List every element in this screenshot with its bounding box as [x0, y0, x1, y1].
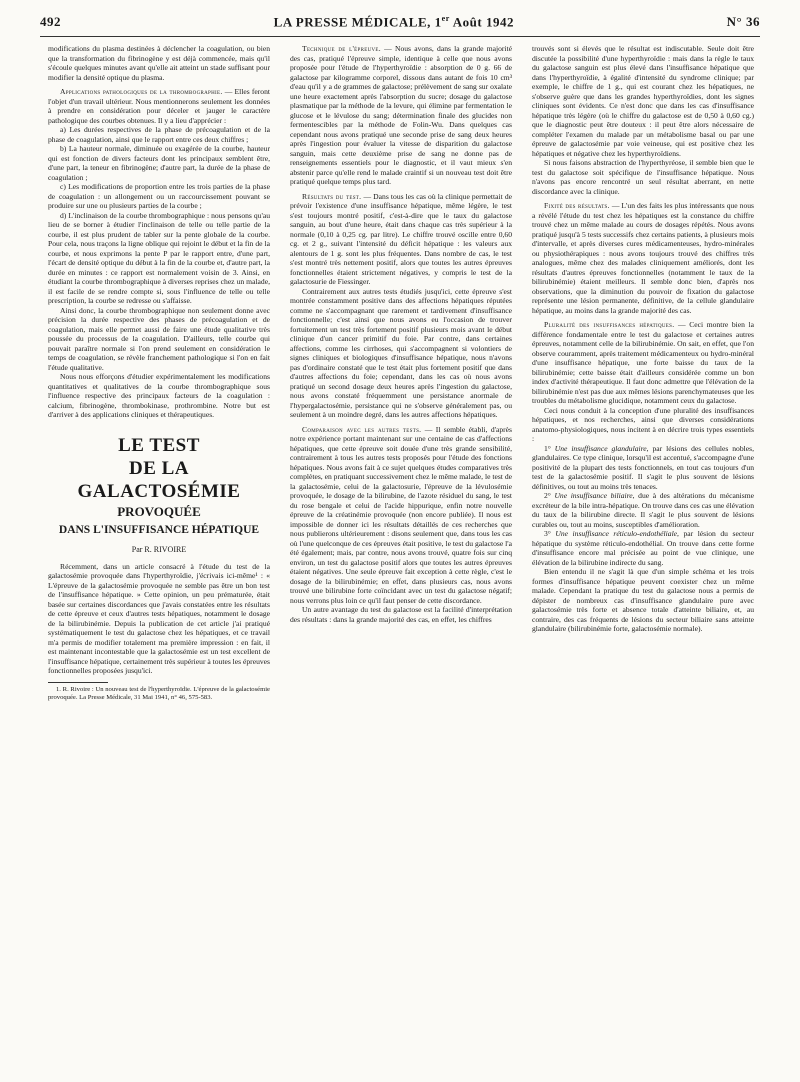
- section-heading: Applications pathologiques de la thrombographie.: [60, 87, 223, 96]
- section-heading: Comparaison avec les autres tests.: [302, 424, 422, 434]
- paragraph-text: — L'un des faits les plus intéressants que nous a révélé l'étude du test chez les hépatiques est la constance du chiffre trouvé chez un même malade au cours de dosages répétés. Nous avons pratiqué jusqu'à 5 tests successifs chez certains patients, à plusieurs mois d'intervalle, et après diverses cures médicamenteuses, hydro-minérales ou physiothérapiques : nous avons toujours trouvé des chiffres très analogues, même chez des malades cliniquement améliorés, dont les résultats d'autres épreuves fonctionnelles (notamment le taux de la bilirubinémie) étaient meilleurs. Il semble donc bien, d'après nos observations, que la diminution du pouvoir de fixation du galactose représente une lésion permanente, définitive, de la cellule glandulaire hépatique, au moins dans la grande majorité des cas.: [532, 201, 754, 315]
- issue-date: Août 1942: [452, 14, 514, 30]
- paragraph: Nous nous efforçons d'étudier expérimentalement les modifications quantitatives et qualitatives de la courbe thrombographique sous l'influence respective des principaux facteurs de la coagulation : calcium, fibrinogène, thrombokinase, prothrombine. Notre but est d'arriver à des applications cliniques et thérapeutiques.: [48, 372, 270, 419]
- column-3: [532, 44, 754, 634]
- issue-date-day: 1: [434, 14, 442, 30]
- list-item: [532, 491, 754, 529]
- paragraph: trouvés sont si élevés que le résultat est indiscutable. Seule doit être discutée la possibilité d'une hyperthyroïdie : mais dans la règle le taux du galactose sanguin est plus élevé dans l'insuffisance hépatique que dans l'hyperthyroïdie, à égalité d'intensité du syndrome clinique; par exemple, le chiffre de 1 g., qui est courant chez les hépatiques, ne s'observe guère que dans les grandes hyperthyroïdies, dont les signes cliniques sont évidents. Ce n'est donc que dans les cas d'insuffisance hépatique très légère (où le chiffre du galactose est de 0,50 à 0,60 cg.) que le diagnostic peut être douteux : il peut être alors nécessaire de compléter l'examen du malade par un métabolisme basal ou par une épreuve de galactosémie par voie veineuse, qui est positive chez les hépatiques et négative chez les hyperthyroïdiens.: [532, 44, 754, 158]
- paragraph: Contrairement aux autres tests étudiés jusqu'ici, cette épreuve s'est montrée constamment positive dans des affections hépatiques réputées comme ne s'accompagnant que rarement et tardivement d'insuffisance fonctionnelle; c'est ainsi que nous avons eu l'occasion de trouver fortuitement un test très fortement positif plusieurs mois avant le début clinique d'un cancer primitif du foie. Par contre, dans certaines affections, comme les cirrhoses, qui s'accompagnent si volontiers de signes cliniques et biologiques d'insuffisance hépatique, nous n'avons pas d'ordinaire constaté que le test était plus fortement positif que dans d'autres affections du foie; cependant, dans les cas où nous avons pratiqué un second dosage deux heures après l'ingestion du galactose, nous avons constaté fréquemment une persistance anormale de l'hypergalactosémie, persistance qui ne s'observe généralement pas, ou seulement à un moindre degré, dans les autres affections hépatiques.: [290, 286, 512, 419]
- list-item-text: , par lésions des cellules nobles, glandulaires. Ce type clinique, lorsqu'il est accentué, s'accompagne d'une positivité de la plupart des tests fonctionnels, en tout cas toujours d'un test de la galactosémie positif. Il s'agit le plus souvent de lésions définitives, ou tout au moins très tenaces.: [532, 443, 754, 491]
- paragraph: Bien entendu il ne s'agit là que d'un simple schéma et les trois formes d'insuffisance hépatique peuvent coexister chez un même malade. Cependant la pratique du test du galactose nous a permis de dépister de nombreux cas d'insuffisance glandulaire pure avec galactosémie très forte et absence totale d'atteinte biliaire, et, au contraire, des cas fréquents de lésions du secteur biliaire sans atteinte glandulaire (bilirubinémie forte, galactosémie normale).: [532, 567, 754, 633]
- list-marker: 3°: [544, 529, 556, 538]
- issue-date-sup: er: [441, 13, 450, 23]
- page-header: [40, 10, 760, 34]
- article-title-line-3: PROVOQUÉE: [117, 503, 201, 519]
- paragraph: Récemment, dans un article consacré à l'étude du test de la galactosémie provoquée dans l'hyperthyroïdie, j'écrivais ici-même¹ : « L'épreuve de la galactosémie provoquée ne semble pas être un bon test de l'insuffisance hépatique. » Cette opinion, un peu prématurée, était basée sur certaines discordances que j'avais constatées entre les résultats de cette épreuve et ceux d'autres tests hépatiques, notamment le dosage de la bilirubinémie. Depuis la publication de cet article j'ai pratiqué systématiquement le test du galactose chez les hépatiques, et ce travail m'a permis de modifier totalement ma première impression : en fait, il est maintenant incontestable que la galactosémie est un test excellent de l'insuffisance hépatique, certainement très supérieur à toutes les épreuves fonctionnelles proposées jusqu'ici.: [48, 561, 270, 675]
- paragraph-text: — Il semble établi, d'après notre expérience portant maintenant sur une centaine de cas d'affections hépatiques, que cette épreuve soit douée d'une très grande sensibilité, contrairement à tous les autres tests proposés pour l'étude des fonctions hépatiques. Nous avons fait à ce sujet quelques études comparatives très complètes, en pratiquant successivement chez le même malade, le test de la galactosémie, celui de la galactosurie, l'épreuve de la lévulosémie provoquée, le dosage de la bilirubine, de l'azote résiduel du sang, le test du rose bengale et celui de l'acide hippurique, enfin notre nouvelle épreuve de la créatinémie provoquée (non encore publiée). Il nous est impossible de donner ici les résultats détaillés de ces recherches que nous publierons ultérieurement : disons seulement que, dans tous les cas où l'une quelconque de ces épreuves était positive, le test du galactose l'a été également; mais, par contre, nous avons trouvé, quatre fois sur cinq environ, un test du galactose positif alors que toutes les autres épreuves étaient négatives. Une seule épreuve fait exception à cette règle, c'est le dosage de la bilirubinémie; en effet, dans plusieurs cas, nous avons trouvé une bilirubine forte coïncidant avec un test du galactose négatif; nous verrons plus loin ce qu'il faut penser de cette discordance.: [290, 424, 513, 605]
- paragraph: [290, 425, 512, 606]
- paragraph: Ceci nous conduit à la conception d'une pluralité des insuffisances hépatiques, et nos recherches, ainsi que diverses considérations anatomo-physiologiques, nous incitent à en décrire trois types essentiels :: [532, 405, 754, 443]
- section-heading: Technique de l'épreuve.: [302, 44, 381, 53]
- list-item: [532, 529, 754, 567]
- article-title-line-1: LE TEST: [118, 434, 200, 456]
- paragraph: Si nous faisons abstraction de l'hyperthyréose, il semble bien que le test du galactose soit spécifique de l'insuffisance hépatique. Nous n'avons pas encore rencontré un seul résultat aberrant, en nette discordance avec la clinique.: [532, 158, 754, 196]
- section-heading: Fixité des résultats.: [544, 201, 610, 210]
- page-number: 492: [40, 14, 61, 29]
- paragraph: modifications du plasma destinées à déclencher la coagulation, ou bien que la transformation du fibrinogène y est déjà commencée, mais qu'il s'écoule quelques minutes avant qu'elle ait atteint un stade suffisant pour modifier la densité optique du plasma.: [48, 44, 270, 82]
- article-title-block: [48, 434, 270, 556]
- paragraph-text: — Elles feront l'objet d'un travail ultérieur. Nous mentionnerons seulement les données à prendre en considération pour déceler et jauger le caractère pathologique des courbes obtenues. Il y a lieu d'apprécier :: [48, 87, 270, 125]
- byline: Par R. RIVOIRE: [131, 544, 187, 554]
- list-item-text: , par lésion du secteur hépatique du système réticulo-endothélial. On trouve dans cette forme d'insuffisance encore mal précisée au point de vue clinique, une élévation de la bilirubine indirecte du sang.: [532, 529, 754, 567]
- paragraph: [532, 320, 754, 406]
- journal-header: [274, 14, 514, 30]
- paragraph-text: — Nous avons, dans la grande majorité des cas, pratiqué l'épreuve simple, identique à celle que nous avons proposée pour l'étude de l'hyperthyroïdie : absorption de 0 g. 66 de galactose par kilogramme corporel, dissous dans autant de fois 10 cm³ d'eau qu'il y a de grammes de galactose; prélèvement de sang sur oxalate une heure exactement après l'absorption du sucre; dosage du galactose plasmatique par la méthode de la levure, qui élimine par fermentation le glucose et le lévulose du sang; détermination finale des glucides non fermentescibles par la méthode de Folin-Wu. Dans quelques cas cependant nous avons pratiqué une seconde prise de sang deux heures après l'ingestion pour évaluer la vitesse de disparition du galactose sanguin, mais cette deuxième prise de sang ne donne pas de renseignements essentiels pour le diagnostic, et il vaut mieux s'en abstenir parce qu'elle rend le malade craintif si un nouveau test doit être pratiqué quelque temps plus tard.: [290, 44, 512, 186]
- section-heading: Résultats du test.: [302, 191, 362, 201]
- list-marker: 1°: [544, 443, 555, 453]
- section-heading: Pluralité des insuffisances hépatiques.: [544, 320, 675, 329]
- paragraph-text: — Ceci montre bien la différence fondamentale entre le test du galactose et certaines autres épreuves, notamment celle de la bilirubinémie. On sait, en effet, que l'on observe couramment, après traitement médicamenteux ou hydro-minéral d'une insuffisance hépatique, une forte baisse du taux de la bilirubinémie; cette baisse était d'ailleurs considérée comme un bon index d'activité thérapeutique. Il faut donc admettre que l'élévation de la bilirubinémie n'est pas due aux mêmes lésions parenchymateuses que les troubles du métabolisme glucidique, notamment ceux du galactose.: [532, 320, 754, 405]
- paragraph: c) Les modifications de proportion entre les trois parties de la phase de coagulation : un allongement ou un raccourcissement pouvant se produire sur une ou plusieurs parties de la courbe ;: [48, 182, 270, 210]
- paragraph: b) La hauteur normale, diminuée ou exagérée de la courbe, hauteur qui est fonction de divers facteurs dont les principaux semblent être, d'une part, la teneur en fibrinogène; d'autre part, la durée de la phase de coagulation ;: [48, 144, 270, 182]
- article-title-line-2: DE LA GALACTOSÉMIE: [77, 457, 241, 502]
- paragraph: a) Les durées respectives de la phase de précoagulation et de la phase de coagulation, ainsi que le rapport entre ces deux chiffres ;: [48, 125, 270, 144]
- column-1: [48, 44, 270, 702]
- issue-number: N° 36: [726, 14, 760, 29]
- column-2: [290, 44, 512, 624]
- paragraph: [290, 192, 512, 287]
- list-item: [532, 444, 754, 492]
- list-item-text: , due à des altérations du mécanisme excréteur de la bile intra-hépatique. On trouve dans ces cas une élévation du taux de la bilirubine directe. Il s'agit le plus souvent de lésions curables ou, tout au moins, susceptibles d'amélioration.: [532, 491, 754, 529]
- footnote-rule: [48, 682, 108, 683]
- paragraph: [48, 87, 270, 125]
- list-item-term: Une insuffisance biliaire: [554, 491, 633, 500]
- paragraph-text: — Dans tous les cas où la clinique permettait de prévoir l'existence d'une insuffisance hépatique, même légère, le test s'est toujours montré positif, c'est-à-dire que le taux du galactose sanguin, au bout d'une heure, était dans chaque cas très supérieur à la normale (0,10 à 0,25 cg. par litre). Le chiffre trouvé oscille entre 0,60 cg. et 2 g., suivant l'intensité du déficit hépatique : les valeurs aux alentours de 1 g. sont les plus fréquentes. Dans nombre de cas, le test s'est montré très nettement positif, alors que toutes les autres épreuves fonctionnelles étaient strictement négatives, y compris le test de la galactosurie de Fiessinger.: [290, 191, 512, 286]
- paragraph: [290, 44, 512, 187]
- list-item-term: Une insuffisance réticulo-endothéliale: [555, 529, 678, 538]
- list-marker: 2°: [544, 491, 555, 500]
- list-item-term: Une insuffisance glandulaire: [554, 443, 647, 453]
- paragraph: Ainsi donc, la courbe thrombographique non seulement donne avec précision la durée respective des phases de précoagulation et de coagulation, mais elle permet aussi de faire une étude qualitative très poussée du processus de la coagulation. D'ailleurs, telle courbe qui pouvait paraître normale si l'on prend seulement en considération le temps de coagulation, se révèle franchement pathologique si l'on en fait l'étude qualitative.: [48, 305, 270, 372]
- paragraph: Un autre avantage du test du galactose est la facilité d'interprétation des résultats : dans la grande majorité des cas, en effet, les chiffres: [290, 605, 512, 624]
- header-rule: [40, 36, 760, 37]
- article-title-line-4: DANS L'INSUFFISANCE HÉPATIQUE: [58, 523, 260, 536]
- footnote: 1. R. Rivoire : Un nouveau test de l'hyperthyroïdie. L'épreuve de la galactosémie provoquée. La Presse Médicale, 31 Mai 1941, n° 46, 575-583.: [48, 685, 270, 701]
- journal-title: LA PRESSE MÉDICALE,: [273, 14, 431, 30]
- paragraph: d) L'inclinaison de la courbe thrombographique : nous pensons qu'au lieu de se borner à étudier l'inclinaison de telle ou telle partie de la courbe, il est plus prudent de tabler sur la pente globale de la courbe. Pour cela, nous traçons la ligne oblique qui rejoint le début et la fin de la courbe, et nous exprimons la pente P par le rapport entre, d'une part, l'écart de densité optique du début à la fin de la courbe et, d'autre part, la durée en minutes : ce rapport est normalement voisin de 3. Ainsi, en étudiant la courbe thrombographique à diverses reprises chez un malade, il est facile de se rendre compte si, sous l'influence de telle ou telle prescription, la courbe se redresse ou s'affaisse.: [48, 210, 270, 305]
- paragraph: [532, 201, 754, 315]
